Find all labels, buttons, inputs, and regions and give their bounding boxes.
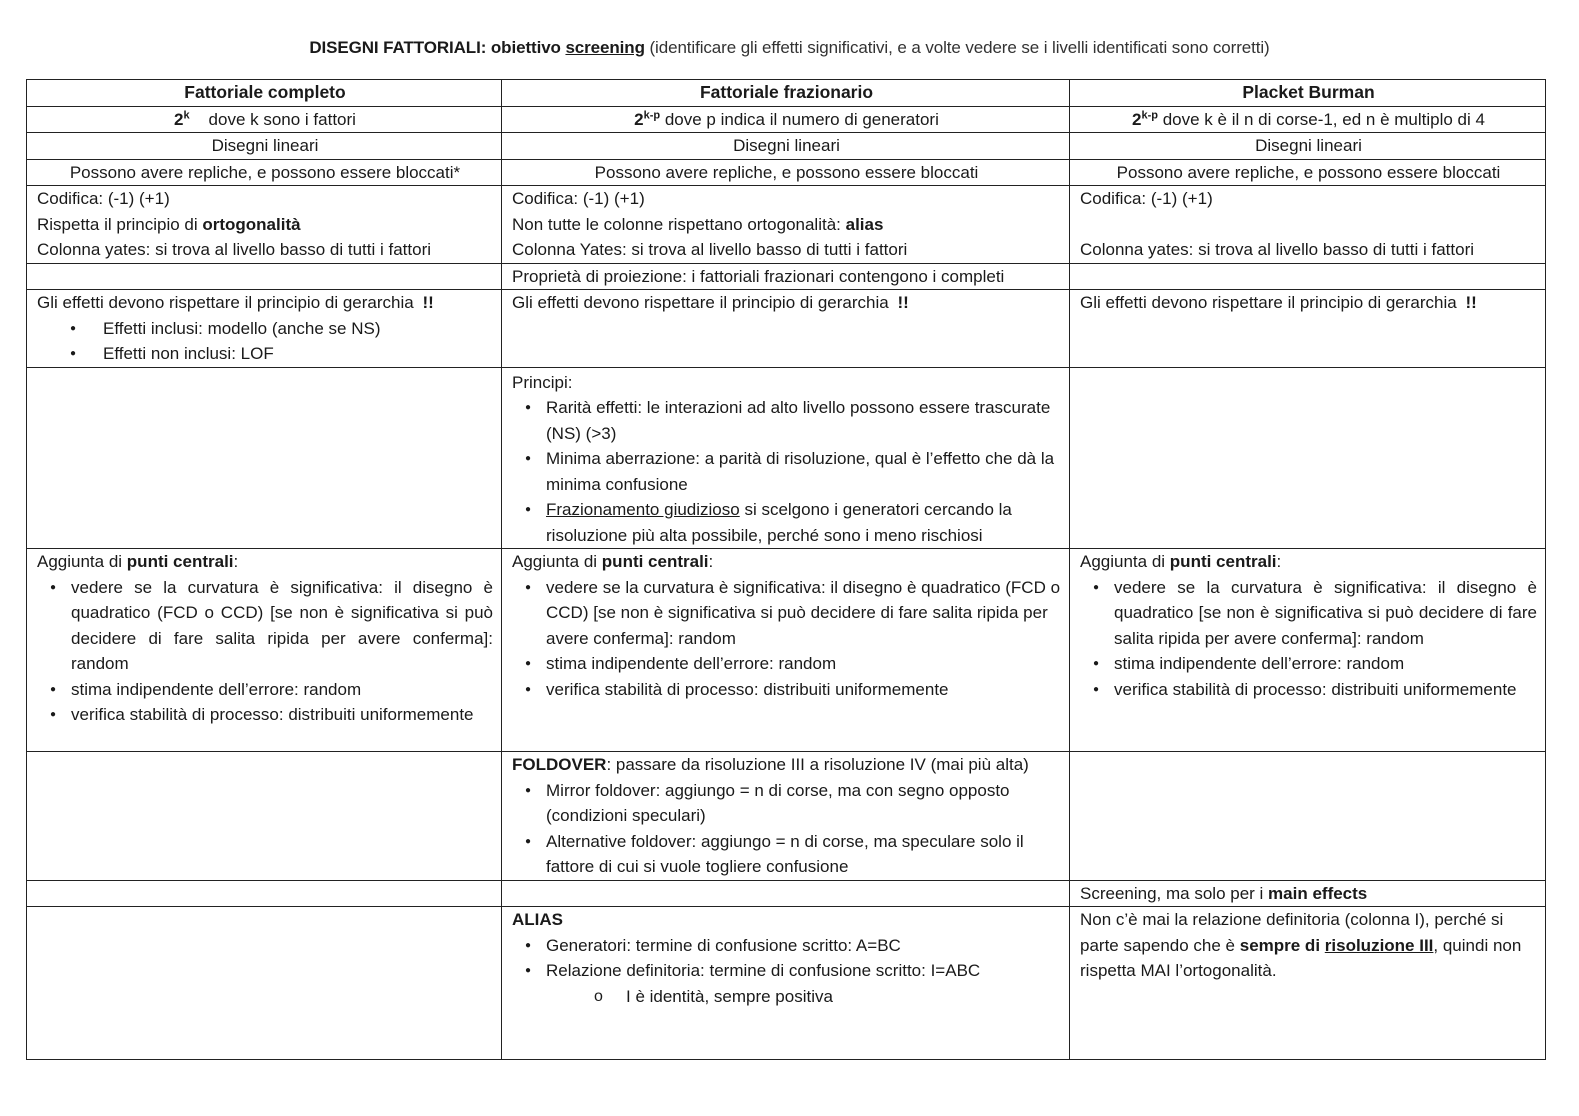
replicas-row xyxy=(27,159,1546,186)
list-item: ● vedere se la curvatura è significativa: il disegno è quadratico (FCD o CCD) [se non è significativa si può decidere di fare salita ripida per avere conferma]: random xyxy=(37,575,493,677)
hierarchy-full-label: Gli effetti devono rispettare il principio di gerarchia xyxy=(37,293,414,312)
formula-frac-text: dove p indica il numero di generatori xyxy=(660,109,939,129)
central-full-list xyxy=(37,575,493,728)
foldover-heading xyxy=(512,752,1061,778)
pb-alias-pre: Non c’è mai la relazione definitoria (colonna I), perché si parte sapendo che è xyxy=(1080,910,1504,955)
hierarchy-full xyxy=(27,290,502,368)
screening-pre: Screening, ma solo per i xyxy=(1080,883,1269,903)
projection-row xyxy=(27,263,1546,290)
judicious-fractioning-text: si scelgono i generatori cercando la risoluzione più alta possibile, perché sono i meno rischiosi xyxy=(546,500,1012,545)
hierarchy-pb-label: Gli effetti devono rispettare il principio di gerarchia xyxy=(1080,293,1457,312)
linear-plackett-burman: Disegni lineari xyxy=(1070,133,1546,160)
formula-plackett-burman xyxy=(1070,106,1546,133)
replicas-fractional: Possono avere repliche, e possono essere bloccati xyxy=(502,159,1070,186)
list-item: ● vedere se la curvatura è significativa: il disegno è quadratico [se non è significativa si può decidere di fare salita ripida per avere conferma]: random xyxy=(1080,575,1537,652)
projection-plackett-burman xyxy=(1070,263,1546,290)
formula-full xyxy=(27,106,502,133)
list-item: ● Alternative foldover: aggiungo = n di corse, ma speculare solo il fattore di cui si vuole togliere confusione xyxy=(512,829,1061,880)
alias-heading: ALIAS xyxy=(512,910,563,929)
page-title xyxy=(0,36,1579,60)
principles-fractional xyxy=(502,367,1070,549)
hierarchy-plackett-burman xyxy=(1070,290,1546,368)
central-frac-list xyxy=(512,575,1061,703)
central-frac-colon: : xyxy=(708,552,714,571)
coding-frac-line1: Codifica: (-1) (+1) xyxy=(512,189,645,208)
central-fractional xyxy=(502,549,1070,752)
header-row xyxy=(27,80,1546,107)
coding-full-line2-text: Rispetta il principio di xyxy=(37,214,203,234)
formula-pb-exp: k-p xyxy=(1141,108,1158,121)
column-header-full: Fattoriale completo xyxy=(27,80,502,107)
list-item: ● stima indipendente dell’errore: random xyxy=(1080,651,1537,677)
formula-full-base: 2 xyxy=(174,109,184,129)
list-item: ● Effetti inclusi: modello (anche se NS) xyxy=(37,316,493,342)
central-pb-colon: : xyxy=(1276,552,1282,571)
linear-fractional: Disegni lineari xyxy=(502,133,1070,160)
replicas-plackett-burman: Possono avere repliche, e possono essere bloccati xyxy=(1070,159,1546,186)
alias-row xyxy=(27,907,1546,1060)
hierarchy-row xyxy=(27,290,1546,368)
coding-full xyxy=(27,186,502,264)
coding-full-line2 xyxy=(37,212,493,238)
list-item: ● Effetti non inclusi: LOF xyxy=(37,341,493,367)
column-header-fractional: Fattoriale frazionario xyxy=(502,80,1070,107)
central-points-row xyxy=(27,549,1546,752)
coding-plackett-burman xyxy=(1070,186,1546,264)
formula-row xyxy=(27,106,1546,133)
hierarchy-fractional xyxy=(502,290,1070,368)
pb-alias-rest: , quindi non rispetta MAI l’ortogonalità. xyxy=(1080,935,1522,980)
formula-frac-base: 2 xyxy=(634,109,644,129)
screening-fractional xyxy=(502,880,1070,907)
orthogonality-term: ortogonalità xyxy=(202,214,301,234)
foldover-fractional xyxy=(502,752,1070,881)
list-item: ● Rarità effetti: le interazioni ad alto livello possono essere trascurate (NS) (>3) xyxy=(512,395,1061,446)
list-item: ● Relazione definitoria: termine di confusione scritto: I=ABC xyxy=(512,958,1061,984)
title-rest: (identificare gli effetti significativi, e a volte vedere se i livelli identificati sono corretti) xyxy=(644,38,1270,57)
central-pb-bold: punti centrali xyxy=(1169,552,1277,571)
linear-row xyxy=(27,133,1546,160)
formula-pb-base: 2 xyxy=(1132,109,1142,129)
comparison-table xyxy=(26,79,1546,1060)
foldover-rest: : passare da risoluzione III a risoluzione IV (mai più alta) xyxy=(606,755,1029,774)
list-item: o I è identità, sempre positiva xyxy=(512,984,1061,1010)
central-full-heading xyxy=(37,549,493,575)
hierarchy-full-text xyxy=(37,290,493,316)
screening-row xyxy=(27,880,1546,907)
central-frac-pre: Aggiunta di xyxy=(512,552,602,571)
alias-list xyxy=(512,933,1061,984)
hierarchy-frac-label: Gli effetti devono rispettare il principio di gerarchia xyxy=(512,293,889,312)
hierarchy-full-list xyxy=(37,316,493,367)
coding-row xyxy=(27,186,1546,264)
principles-heading: Principi: xyxy=(512,372,573,392)
central-full xyxy=(27,549,502,752)
foldover-row xyxy=(27,752,1546,881)
central-pb-pre: Aggiunta di xyxy=(1080,552,1170,571)
central-frac-heading xyxy=(512,549,1061,575)
linear-full: Disegni lineari xyxy=(27,133,502,160)
alias-sub-list xyxy=(512,984,1061,1010)
alias-plackett-burman xyxy=(1070,907,1546,1060)
coding-full-line3: Colonna yates: si trova al livello basso di tutti i fattori xyxy=(37,240,432,259)
resolution-three-term: risoluzione III xyxy=(1324,935,1434,955)
central-full-colon: : xyxy=(233,552,239,571)
column-header-plackett-burman: Placket Burman xyxy=(1070,80,1546,107)
projection-full xyxy=(27,263,502,290)
coding-frac-line2-text: Non tutte le colonne rispettano ortogonalità: xyxy=(512,214,846,234)
central-full-pre: Aggiunta di xyxy=(37,552,127,571)
central-frac-bold: punti centrali xyxy=(601,552,709,571)
central-pb-list xyxy=(1080,575,1537,703)
hierarchy-frac-mark: !! xyxy=(897,293,909,312)
list-item: ● Generatori: termine di confusione scritto: A=BC xyxy=(512,933,1061,959)
coding-frac-line2 xyxy=(512,212,1061,238)
coding-pb-spacer xyxy=(1080,212,1537,238)
list-item: ● verifica stabilità di processo: distribuiti uniformemente xyxy=(1080,677,1537,703)
formula-full-exp: k xyxy=(183,108,190,121)
list-item: ● vedere se la curvatura è significativa: il disegno è quadratico (FCD o CCD) [se non è significativa si può decidere di fare salita ripida per avere conferma]: random xyxy=(512,575,1061,652)
coding-fractional xyxy=(502,186,1070,264)
list-item: ● verifica stabilità di processo: distribuiti uniformemente xyxy=(37,702,493,728)
replicas-full: Possono avere repliche, e possono essere bloccati* xyxy=(27,159,502,186)
foldover-bold: FOLDOVER xyxy=(512,755,607,774)
foldover-list xyxy=(512,778,1061,880)
hierarchy-full-mark: !! xyxy=(422,293,434,312)
formula-frac-exp: k-p xyxy=(643,108,661,121)
list-item: ● stima indipendente dell’errore: random xyxy=(37,677,493,703)
coding-pb-line3: Colonna yates: si trova al livello basso di tutti i fattori xyxy=(1080,240,1475,259)
formula-full-text: dove k sono i fattori xyxy=(208,109,356,129)
pb-alias-bold: sempre di xyxy=(1239,935,1325,955)
list-item: ● Minima aberrazione: a parità di risoluzione, qual è l’effetto che dà la minima confusione xyxy=(512,446,1061,497)
principles-row xyxy=(27,367,1546,549)
main-effects-term: main effects xyxy=(1268,883,1368,903)
principles-full xyxy=(27,367,502,549)
screening-plackett-burman xyxy=(1070,880,1546,907)
formula-fractional xyxy=(502,106,1070,133)
alias-fractional xyxy=(502,907,1070,1060)
coding-full-line1: Codifica: (-1) (+1) xyxy=(37,189,170,208)
projection-fractional: Proprietà di proiezione: i fattoriali frazionari contengono i completi xyxy=(502,263,1070,290)
title-underlined: screening xyxy=(565,38,645,57)
central-plackett-burman xyxy=(1070,549,1546,752)
judicious-fractioning-term: Frazionamento giudizioso xyxy=(546,500,740,519)
coding-frac-line3: Colonna Yates: si trova al livello basso di tutti i fattori xyxy=(512,240,908,259)
list-item: ● verifica stabilità di processo: distribuiti uniformemente xyxy=(512,677,1061,703)
principles-plackett-burman xyxy=(1070,367,1546,549)
alias-term: alias xyxy=(845,214,884,234)
screening-full xyxy=(27,880,502,907)
alias-full xyxy=(27,907,502,1060)
foldover-plackett-burman xyxy=(1070,752,1546,881)
principles-list xyxy=(512,395,1061,548)
foldover-full xyxy=(27,752,502,881)
list-item xyxy=(512,497,1061,548)
list-item: ● Mirror foldover: aggiungo = n di corse, ma con segno opposto (condizioni speculari) xyxy=(512,778,1061,829)
list-item: ● stima indipendente dell’errore: random xyxy=(512,651,1061,677)
title-bold: DISEGNI FATTORIALI: obiettivo xyxy=(309,38,566,57)
coding-pb-line1: Codifica: (-1) (+1) xyxy=(1080,189,1213,208)
central-full-bold: punti centrali xyxy=(126,552,234,571)
central-pb-heading xyxy=(1080,549,1537,575)
formula-pb-text: dove k è il n di corse-1, ed n è multiplo di 4 xyxy=(1158,109,1485,129)
hierarchy-pb-mark: !! xyxy=(1465,293,1477,312)
